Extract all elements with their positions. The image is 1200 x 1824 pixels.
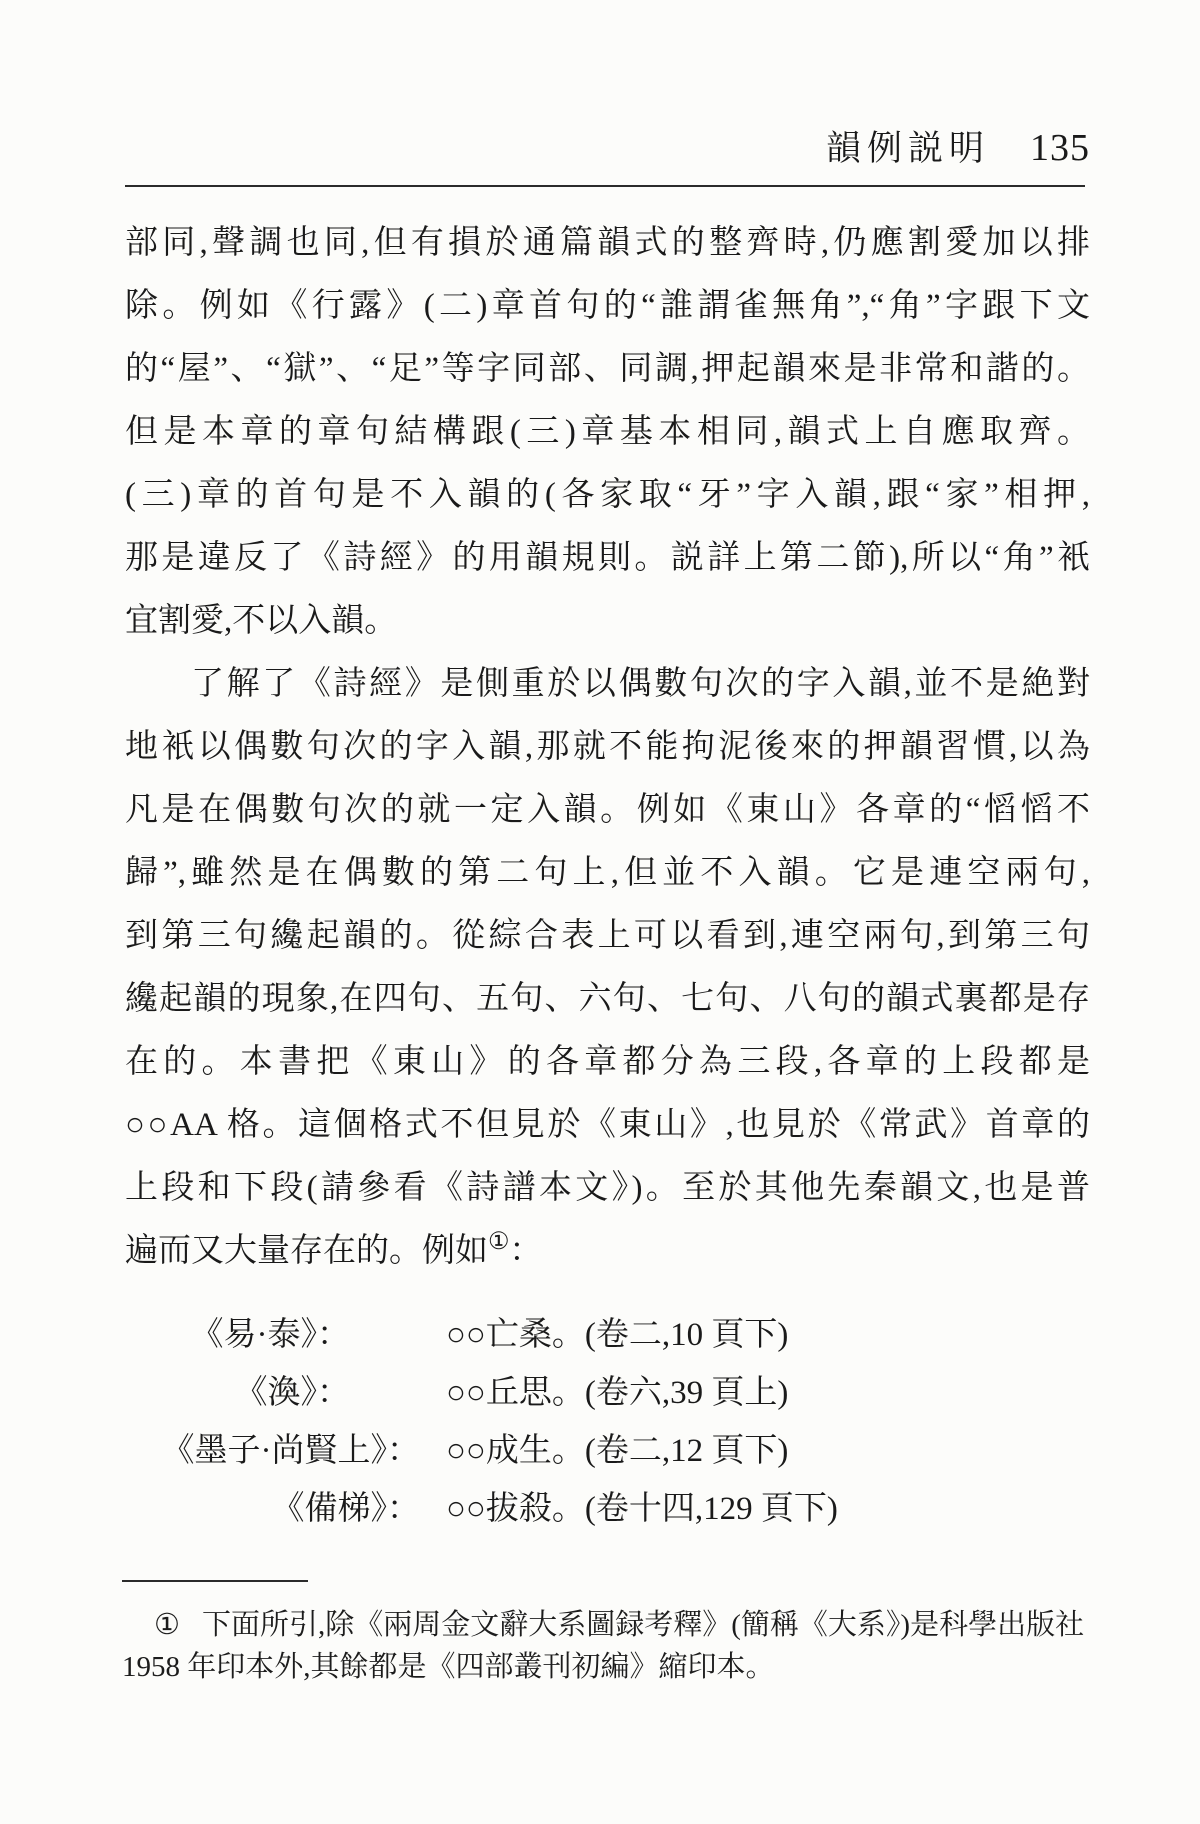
example-citation: ○○成生。(卷二,12 頁下) xyxy=(446,1433,789,1469)
text-line xyxy=(125,1220,1090,1283)
example-citation: ○○亡桑。(卷二,10 頁下) xyxy=(446,1317,789,1353)
text-line: 歸”,雖然是在偶數的第二句上,但並不入韻。它是連空兩句, xyxy=(125,855,1090,891)
paragraph-1 xyxy=(125,212,1090,590)
example-source-label: 《墨子·尚賢上》： xyxy=(161,1433,420,1469)
text-line: 到第三句纔起韻的。從綜合表上可以看到,連空兩句,到第三句 xyxy=(125,918,1090,954)
text-segment: 遍而又大量存在的。例如 xyxy=(125,1233,488,1269)
text-line: 地衹以偶數句次的字入韻,那就不能拘泥後來的押韻習慣,以為 xyxy=(125,729,1090,765)
example-list xyxy=(125,1306,1090,1538)
text-segment: ： xyxy=(509,1233,543,1269)
example-citation: ○○拔殺。(卷十四,129 頁下) xyxy=(446,1491,838,1527)
text-line: 凡是在偶數句次的就一定入韻。例如《東山》各章的“慆慆不 xyxy=(125,792,1090,828)
text-line: 的“屋”、“獄”、“足”等字同部、同調,押起韻來是非常和諧的。 xyxy=(125,351,1090,387)
body-text xyxy=(125,212,1090,1283)
text-line: 宜割愛,不以入韻。 xyxy=(125,603,398,639)
example-source-label: 《渙》： xyxy=(234,1375,350,1411)
text-line: 但是本章的章句結構跟(三)章基本相同,韻式上自應取齊。 xyxy=(125,414,1090,450)
footnote-text: 下面所引,除《兩周金文辭大系圖録考釋》(簡稱《大系》)是科學出版社 xyxy=(202,1609,1085,1641)
example-source-label: 《易·泰》： xyxy=(190,1317,350,1353)
page-header xyxy=(125,124,1090,173)
text-line: 纔起韻的現象,在四句、五句、六句、七句、八句的韻式裏都是存 xyxy=(125,981,1090,1017)
text-line: 上段和下段(請參看《詩譜本文》)。至於其他先秦韻文,也是普 xyxy=(125,1170,1090,1206)
running-head-title: 韻例説明 xyxy=(825,129,990,168)
text-line: 了解了《詩經》是側重於以偶數句次的字入韻,並不是絶對 xyxy=(191,666,1090,702)
text-line: 那是違反了《詩經》的用韻規則。説詳上第二節),所以“角”衹 xyxy=(125,540,1090,576)
example-row xyxy=(125,1306,1090,1364)
text-line: 部同,聲調也同,但有損於通篇韻式的整齊時,仍應割愛加以排 xyxy=(125,225,1090,261)
footnote-reference-1: ① xyxy=(488,1229,510,1255)
footnote-separator-rule xyxy=(122,1580,308,1582)
example-row xyxy=(125,1422,1090,1480)
header-rule xyxy=(125,185,1085,187)
example-row xyxy=(125,1364,1090,1422)
text-line: ○○AA 格。這個格式不但見於《東山》,也見於《常武》首章的 xyxy=(125,1107,1090,1143)
footnote-marker: ① xyxy=(154,1609,180,1641)
text-line: 除。例如《行露》(二)章首句的“誰謂雀無角”,“角”字跟下文 xyxy=(125,288,1090,324)
example-row xyxy=(125,1480,1090,1538)
example-citation: ○○丘思。(卷六,39 頁上) xyxy=(446,1375,789,1411)
footnote-line xyxy=(122,1604,1090,1646)
paragraph-2 xyxy=(125,653,1090,1220)
footnote xyxy=(122,1604,1090,1688)
footnote-line: 1958 年印本外,其餘都是《四部叢刊初編》縮印本。 xyxy=(122,1651,775,1683)
example-source-label: 《備梯》： xyxy=(271,1491,420,1527)
text-line: 在的。本書把《東山》的各章都分為三段,各章的上段都是 xyxy=(125,1044,1090,1080)
text-line: (三)章的首句是不入韻的(各家取“牙”字入韻,跟“家”相押, xyxy=(125,477,1090,513)
page-number: 135 xyxy=(1030,127,1090,169)
